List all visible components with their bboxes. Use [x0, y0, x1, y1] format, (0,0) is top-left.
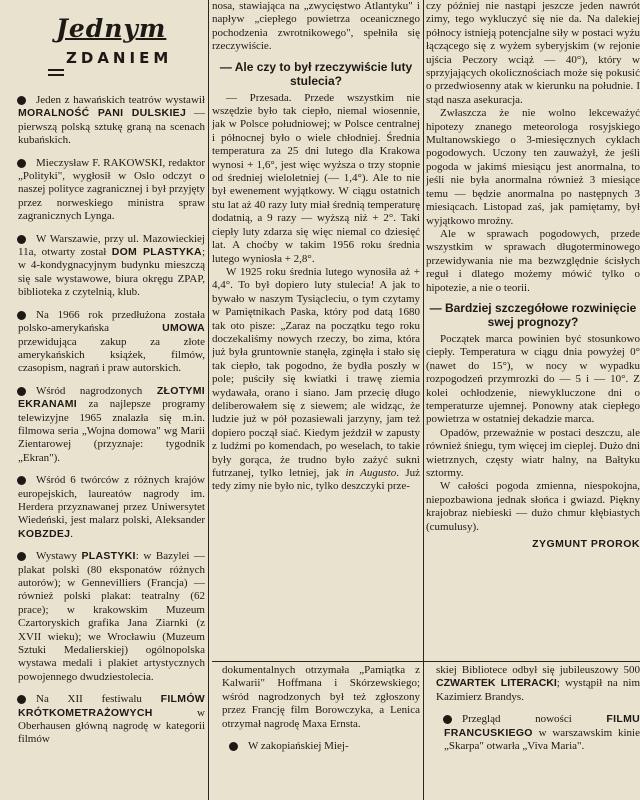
news-brief-item: W zakopiańskiej Miej- [212, 740, 420, 753]
news-brief-item: Na XII festiwalu FILMÓW KRÓTKOMETRAŻOWYCH w Oberhausen główną nagrodę w kategorii filmów [18, 693, 205, 746]
article-paragraph: czy później nie nastąpi jeszcze jeden nawrót zimy, tego wykluczyć się nie da. Na dalekiej północy istnieją potencjalne siły w postaci wyżu łączącego się z wyżem syberyjskim (w rejonie ujścia Peczory wciąż — 40°), który w sprzyjających okolicznościach może się pokusić o przedwiosenny atak w kierunku na południe. I stąd nasza asekuracja. [426, 0, 640, 106]
news-brief-item: Mieczysław F. RAKOWSKI, redaktor „Polityki", wygłosił w Oslo odczyt o naszej polityce zagranicznej i był przyjęty przez norweskiego ministra spraw zagranicznych Lynga. [18, 156, 205, 223]
bullet-dot-icon [17, 476, 26, 485]
bullet-dot-icon [17, 311, 26, 320]
news-brief-item: W Warszawie, przy ul. Mazowieckiej 11a, otwarty został DOM PLASTYKA; w 4-kondygnacyjnym budynku mieszczą się sale wystawowe, biura okręgu ZPAP, biblioteka z czytelnią, klub. [18, 232, 205, 299]
article-paragraph: Zwłaszcza że nie wolno lekceważyć hipotezy znanego meteorologa rosyjskiego Multanowskiego o 3-miesięcznych cyklach pogodowych. Uczony ten zauważył, że jeśli pogoda w jakimś miesiącu jest anormalna, to jeśli nie była anormalna również 3 miesiące temu — będzie anormalna po następnych 3 miesiącach. Listopad zaś, jak pamiętamy, był wyjątkowo mroźny. [426, 107, 640, 227]
article-paragraph: Początek marca powinien być stosunkowo ciepły. Temperatura w ciągu dnia powyżej 0° (nawet do 15°), w nocy w wypadku rozpogodzeń przymrozki do — 5 i — 10°. Z kolei ochłodzenie, niewykluczone dni o temperaturze ujemnej. Ponowny atak ciepłego powietrza w ostatniej dekadzie marca. [426, 332, 640, 426]
bullet-dot-icon [17, 96, 26, 105]
news-brief-continued: dokumentalnych otrzymała „Pamiątka z Kalwarii" Hoffmana i Skórzewskiego; wśród nagrodzonych był też zgłoszony przez Francję film Borowczyka, a Lenica otrzymał nagrodę Maxa Ernsta. [222, 664, 420, 730]
news-brief-item: Wśród nagrodzonych ZŁOTYMI EKRANAMI za najlepsze programy telewizyjne 1965 znalazła się m.in. filmowa seria „Wojna domowa" wg Marii Zientarowej (przyznaje: tygodnik „Ekran"). [18, 384, 205, 464]
interview-question: — Bardziej szczegółowe rozwinięcie swej prognozy? [429, 300, 637, 329]
article-paragraph: W całości pogoda zmienna, niespokojna, niepozbawiona jednak słońca i gwiazd. Piękny krajobraz niebieski — dużo chmur kłębiastych (cumulusy). [426, 480, 640, 533]
bullet-dot-icon [443, 715, 452, 724]
article-paragraph: Opadów, przeważnie w postaci deszczu, ale również śniegu, tym więcej im cieplej. Dużo dni wietrznych, częsty wiatr halny, na Bałtyku sztormy. [426, 426, 640, 479]
news-brief-continued: skiej Bibliotece odbył się jubileuszowy 500 CZWARTEK LITERACKI; wystąpił na nim Kazimierz Brandys. [436, 664, 640, 703]
bullet-dot-icon [17, 387, 26, 396]
bullet-dot-icon [229, 742, 238, 751]
interview-question: — Ale czy to był rzeczywiście luty stulecia? [219, 59, 413, 88]
news-brief-list [0, 94, 205, 747]
bullet-dot-icon [17, 695, 26, 704]
section-rule [212, 661, 640, 662]
interview-column-right [426, 0, 640, 660]
news-brief-item: Na 1966 rok przedłużona została polsko-amerykańska UMOWA przewidująca zakup za złote amerykańskich książek, filmów, czasopism, nagrań i praw autorskich. [18, 308, 205, 375]
logo-subtitle: ZDANIEM [66, 49, 173, 67]
section-logo [48, 14, 180, 88]
article-paragraph: nosa, stawiająca na „zwycięstwo Atlantyku" i napływ „ciepłego powietrza oceanicznego pochodzenia zwrotnikowego", spełniła się rzeczywiście. [212, 0, 420, 53]
news-brief-item: Wśród 6 twórców z różnych krajów europejskich, laureatów nagrody im. Herdera przyznawanej przez Uniwersytet Wiedeński, jest malarz polski, Aleksander KOBZDEJ. [18, 474, 205, 540]
news-brief-item: Jeden z hawańskich teatrów wystawił MORALNOŚĆ PANI DULSKIEJ — pierwszą polską sztukę graną na scenach kubańskich. [18, 94, 205, 147]
column-rule-left [208, 0, 209, 800]
news-brief-column [0, 0, 205, 800]
article-paragraph: — Przesada. Przede wszystkim nie wszędzie było tak ciepło, niemal wiosennie, jak w Polsce południowej; w Polsce centralnej i północnej było o wiele chłodniej. Średnia temperatura za 25 dni lutego dla Krakowa wynosi + 1,6°, jest więc wyższa o trzy stopnie od średniej wieloletniej (— 1,4°). Ale to nie był ewenement wyjątkowy. W ciągu ostatnich stu lat aż 40 razy luty miał średnią temperaturę dodatnią, a 9 razy — wyższą niż + 2°. Taki ciepły luty zdarza się więc niemal co dziesięć lat. A choćby w takim 1956 roku średnia lutego wyniosła + 2,8°. [212, 91, 420, 265]
column-rule-right [423, 0, 424, 800]
article-paragraph: W 1925 roku średnia lutego wynosiła aż + 4,4°. To był dopiero luty stulecia! A jak to bywało w naszym Tysiącleciu, o tym czytamy w Pamiętnikach Paska, który pod datą 1680 tak oto pisze: „Zaraz na początku tego roku doczekaliśmy nowych rzeczy, bo zima, która już była gruntownie stanęła, zginęła i stało się tak ciepło, tak pogodno, że bydła poszły w pole; puściły się kwiatki i trawę ziemia wydawała, orano i siano. Jam przecię długo deliberowałem się z siewem; ale widząc, że ludzie już w pół pozasiewali jarzyny, jam też dopiero począł siać. Kiedym jeździł w zapusty z ludźmi po komendach, po weselach, to takie były gorąca, że trudno było zażyć sukni futrzanej, tylko letniej, jak in Augusto. Już tedy zimy nie było nic, tylko deszczyki prze- [212, 265, 420, 493]
logo-script: Jednym [56, 14, 167, 43]
interview-column-middle [212, 0, 420, 660]
news-brief-continuation-right [426, 664, 640, 800]
news-brief-item: Wystawy PLASTYKI: w Bazylei — plakat polski (80 eksponatów różnych autorów); w Gennevilliers (Francja) — również polski plakat: teatralny (62 prace); w krakowskim Muzeum Czartoryskich grafika Jana Ziarnki (z XVII wieku); we Wrocławiu (Muzeum Sztuki Medalierskiej) ogólnopolska wystawa medali i plakiet artystycznych powojennego dwudziestolecia. [18, 550, 205, 683]
news-brief-item: Przegląd nowości FILMU FRANCUSKIEGO w warszawskim kinie „Skarpa" otwarła „Viva Maria". [444, 713, 640, 753]
news-brief-continuation-middle [212, 664, 420, 800]
author-signature: ZYGMUNT PROROK [532, 538, 640, 551]
bullet-dot-icon [17, 235, 26, 244]
bullet-dot-icon [17, 159, 26, 168]
bullet-dot-icon [17, 552, 26, 561]
article-paragraph: Ale w sprawach pogodowych, przede wszystkim w sprawach długoterminowego przewidywania nie ma bezwzględnie ścisłych reguł i dlatego możemy mówić tylko o hipotezie, a nie o teorii. [426, 227, 640, 294]
